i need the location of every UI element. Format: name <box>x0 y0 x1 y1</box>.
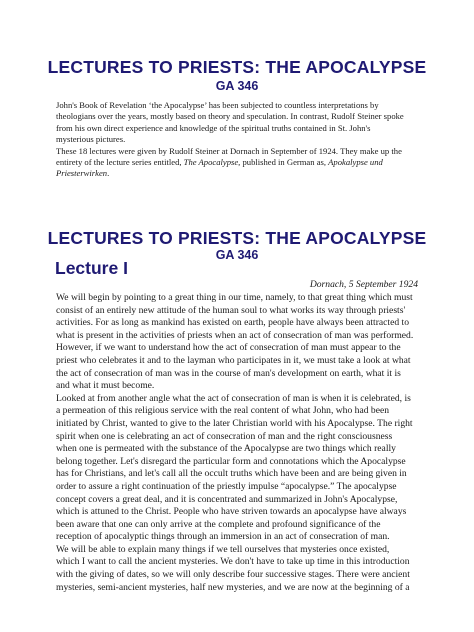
body-line: consist of an entirely new attitude of the human soul to what works its way through priests' <box>56 304 406 316</box>
body-line: spirit when one is celebrating an act of consecration of man and the right consciousness <box>56 430 393 442</box>
intro-paragraph-1 <box>56 100 428 146</box>
body-line: the act of consecration of man was in the course of man's development on earth, what it is <box>56 367 401 379</box>
body-line: been aware that one can only arrive at the complete and profound significance of the <box>56 518 381 530</box>
body-line: belong together. Let's disregard the particular form and connotations which the Apocalypse <box>56 455 406 467</box>
document-title: LECTURES TO PRIESTS: THE APOCALYPSE <box>47 57 427 77</box>
body-line: We will be able to explain many things if we tell ourselves that mysteries once existed, <box>56 543 390 555</box>
body-line: initiated by Christ, wanted to give to the later Christian world with his Apocalypse. The right <box>56 417 413 429</box>
intro-p2-text: . <box>107 168 110 179</box>
body-line: Looked at from another angle what the act of consecration of man is when it is celebrated, is <box>56 392 411 404</box>
intro-p2-line <box>56 168 428 179</box>
intro-p2-german-title-italic: Apokalypse und <box>328 157 383 168</box>
intro-p2-text: entirety of the lecture series entitled, <box>56 157 184 168</box>
body-line: what is present in the activities of priests when an act of consecration of man was performed. <box>56 329 414 341</box>
body-line: has for Christians, and let's call all the occult truths which have been and are being given in <box>56 468 407 480</box>
body-line: with the giving of dates, so we will only describe four successive stages. There were ancient <box>56 569 410 581</box>
intro-p2-title-italic: The Apocalypse <box>183 157 239 168</box>
body-line: priest who celebrates it and to the layman who participates in it, we must take a look at what <box>56 354 411 366</box>
intro-p2-line <box>56 157 428 168</box>
body-paragraph-1 <box>56 292 424 393</box>
intro-paragraph-2 <box>56 146 428 180</box>
body-line: reception of apocalyptic things through an immersion in an act of consecration of man. <box>56 531 390 543</box>
intro-p1-line: John's Book of Revelation ‘the Apocalypse’ has been subjected to countless interpretations by <box>56 100 379 110</box>
body-line: concept covers a great deal, and it is concentrated and summarized in John's Apocalypse, <box>56 493 398 505</box>
body-line: which is attuned to the Christ. People who have striven towards an apocalypse have always <box>56 506 407 518</box>
body-line: activities. For as long as mankind has existed on earth, people have always been attracted to <box>56 317 409 329</box>
body-line: when one is permeated with the substance of the Apocalypse are two things which really <box>56 443 396 455</box>
intro-p1-line: mysterious pictures. <box>56 134 126 145</box>
body-line: and what it must become. <box>56 380 155 392</box>
document-subtitle-ga: GA 346 <box>215 79 259 93</box>
intro-p2-text: , published in German as, <box>238 157 329 168</box>
body-line: which I want to call the ancient mysteries. We don't have to take up time in this introduction <box>56 556 410 568</box>
intro-p1-line: from his own direct experience and knowledge of the spiritual truths contained in St. John's <box>56 122 371 133</box>
intro-p1-line: theologians over the years, mostly based on theory and speculation. In contrast, Rudolf Steiner spoke <box>56 111 404 122</box>
body-line: a permeation of this religious service with the real content of what John, who had been <box>56 405 390 417</box>
body-paragraph-2 <box>56 393 424 544</box>
section-subtitle-ga: GA 346 <box>215 248 259 262</box>
section-title: LECTURES TO PRIESTS: THE APOCALYPSE <box>47 228 427 248</box>
lecture-heading: Lecture I <box>55 258 128 278</box>
lecture-body <box>56 292 424 594</box>
body-paragraph-3 <box>56 544 424 594</box>
body-line: However, if we want to understand how the act of consecration of man must appear to the <box>56 342 401 354</box>
lecture-dateline: Dornach, 5 September 1924 <box>309 279 418 290</box>
intro-text <box>56 100 428 180</box>
body-line: We will begin by pointing to a great thing in our time, namely, to that great thing which must <box>56 292 413 303</box>
body-line: order to assure a right continuation of the priestly impulse “apocalypse.” The apocalypse <box>56 480 397 492</box>
intro-p2-line: These 18 lectures were given by Rudolf Steiner at Dornach in September of 1924. They make up the <box>56 145 402 156</box>
body-line: mysteries, semi-ancient mysteries, half new mysteries, and we are now at the beginning of a <box>56 581 410 593</box>
intro-p2-german-title-italic: Priesterwirken <box>56 168 108 179</box>
